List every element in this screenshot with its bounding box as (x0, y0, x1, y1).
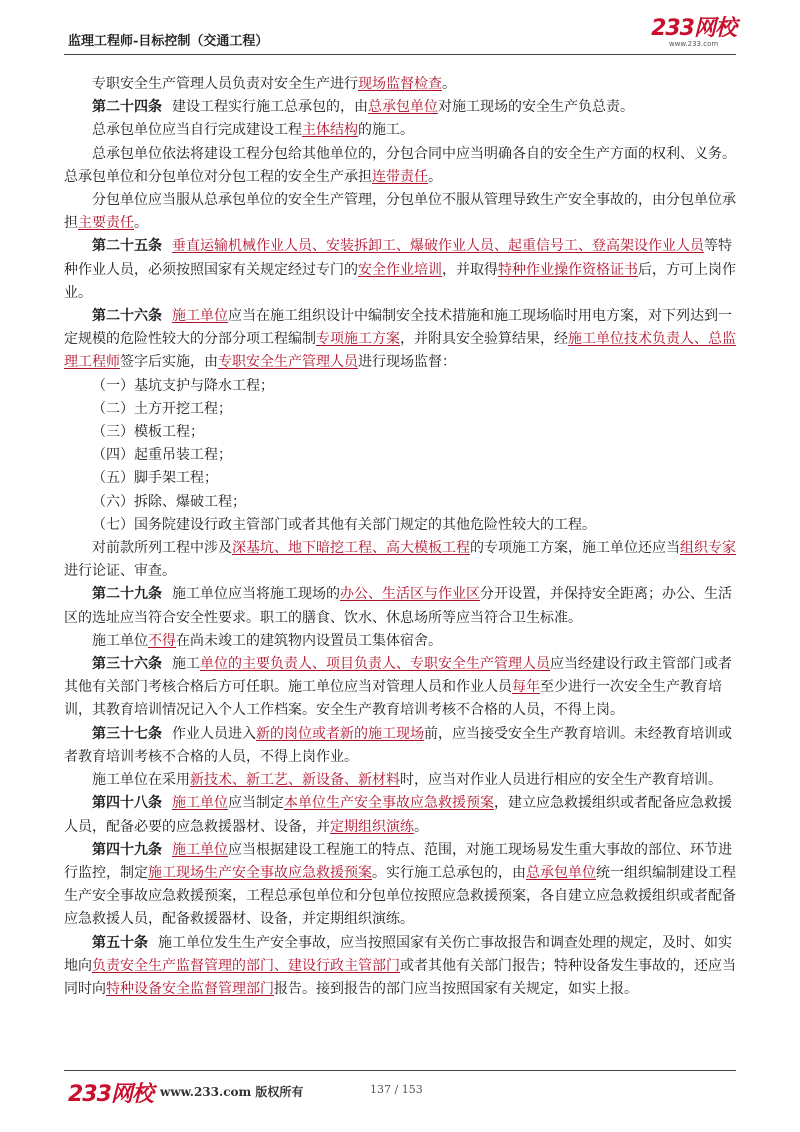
highlighted-term: 特种作业操作资格证书 (498, 261, 638, 278)
paragraph (64, 932, 736, 1002)
list-item (64, 467, 736, 490)
brand-logo-url: www.233.com (668, 40, 719, 48)
highlighted-term: 施工单位 (172, 795, 228, 812)
text-run: 应当在施工组织设计中编制安全技术措施和施工现场临时用电方案，对下列达到一定规模的危险性较大的分部分项工程编制 (64, 308, 732, 348)
paragraph (64, 96, 736, 119)
text-run: 。实行施工总承包的，由 (372, 864, 526, 881)
brand-logo (651, 18, 736, 49)
text-run: 施工单位在采用 (92, 772, 190, 789)
text-run: 的专项施工方案，施工单位还应当 (470, 540, 680, 557)
text-run: ，建立应急救援组织或者配备应急救援人员，配备必要的应急救援器材、设备，并 (64, 795, 732, 835)
text-run: 总承包单位应当自行完成建设工程 (92, 122, 302, 139)
text-run: （二）土方开挖工程； (92, 400, 232, 417)
text-run: 的施工。 (358, 122, 414, 139)
highlighted-term: 单位的主要负责人、项目负责人、专职安全生产管理人员 (200, 656, 550, 673)
text-run: 时，应当对作业人员进行相应的安全生产教育培训。 (400, 772, 722, 789)
article-number: 第二十九条 (92, 586, 162, 603)
text-run: 总承包单位依法将建设工程分包给其他单位的，分包合同中应当明确各自的安全生产方面的权利、义务。总承包单位和分包单位对分包工程的安全生产承担 (64, 145, 736, 185)
highlighted-term: 新技术、新工艺、新设备、新材料 (190, 772, 400, 789)
text-run: 对施工现场的安全生产负总责。 (438, 99, 634, 116)
article-number: 第二十四条 (92, 99, 162, 116)
article-number: 第三十七条 (92, 725, 162, 742)
paragraph (64, 769, 736, 792)
text-run: ，并取得 (442, 261, 498, 278)
article-number: 第二十六条 (92, 308, 162, 325)
list-item (64, 375, 736, 398)
highlighted-term: 现场监督检查 (358, 76, 442, 92)
list-item (64, 421, 736, 444)
highlighted-term: 主体结构 (302, 122, 358, 139)
highlighted-term: 施工现场生产安全事故应急救援预案 (148, 864, 372, 881)
paragraph (64, 630, 736, 653)
text-run: （六）拆除、爆破工程； (92, 493, 246, 510)
highlighted-term: 办公、生活区与作业区 (340, 586, 480, 603)
text-run: 施工单位发生生产安全事故，应当按照国家有关伤亡事故报告和调查处理的规定，及时、如实地向 (64, 934, 732, 974)
text-run: 等特种作业人员，必须按照国家有关规定经过专门的 (64, 238, 732, 278)
text-run: 至少进行一次安全生产教育培训，其教育培训情况记入个人工作档案。安全生产教育培训考核不合格的人员，不得上岗。 (64, 679, 722, 719)
document-title: 监理工程师-目标控制（交通工程） (68, 34, 269, 49)
text-run: 应当经建设行政主管部门或者其他有关部门考核合格后方可任职。施工单位应当对管理人员和作业人员 (64, 656, 732, 696)
text-run: 。 (414, 818, 428, 835)
highlighted-term: 垂直运输机械作业人员、安装拆卸工、爆破作业人员、起重信号工、登高架设作业人员 (172, 238, 704, 255)
paragraph (64, 792, 736, 838)
text-run: 在尚未竣工的建筑物内设置员工集体宿舍。 (176, 632, 442, 649)
paragraph (64, 143, 736, 189)
highlighted-term: 负责安全生产监督管理的部门、建设行政主管部门 (92, 957, 400, 974)
highlighted-term: 定期组织演练 (330, 818, 414, 835)
paragraph (64, 583, 736, 629)
highlighted-term: 总承包单位 (368, 99, 438, 116)
text-run: （一）基坑支护与降水工程； (92, 377, 274, 394)
highlighted-term: 施工单位 (172, 308, 228, 325)
paragraph (64, 305, 736, 375)
highlighted-term: 本单位生产安全事故应急救援预案 (284, 795, 494, 812)
text-run: 施工单位 (92, 632, 148, 649)
paragraph (64, 723, 736, 769)
text-run: ，并附具安全验算结果，经 (400, 331, 568, 348)
paragraph (64, 119, 736, 142)
highlighted-term: 安全作业培训 (358, 261, 442, 278)
text-run: 统一组织编制建设工程生产安全事故应急救援预案，工程总承包单位和分包单位按照应急救援预案，各自建立应急救援组织或者配备应急救援人员，配备救援器材、设备，并定期组织演练。 (64, 864, 736, 928)
highlighted-term: 组织专家 (680, 540, 736, 557)
highlighted-term: 总承包单位 (526, 864, 596, 881)
text-run: 应当根据建设工程施工的特点、范围，对施工现场易发生重大事故的部位、环节进行监控，制定 (64, 841, 732, 881)
text-run: 作业人员进入 (172, 725, 256, 742)
text-run: 签字后实施，由 (120, 354, 218, 371)
article-number: 第四十九条 (92, 841, 162, 858)
list-item (64, 514, 736, 537)
list-item (64, 444, 736, 467)
list-item (64, 491, 736, 514)
text-run: 分开设置，并保持安全距离；办公、生活区的选址应当符合安全性要求。职工的膳食、饮水、休息场所等应当符合卫生标准。 (64, 586, 732, 626)
text-run: 。 (134, 215, 148, 232)
highlighted-term: 施工单位 (172, 841, 228, 858)
text-run: 进行现场监督： (358, 354, 456, 371)
highlighted-term: 不得 (148, 632, 176, 649)
paragraph (64, 235, 736, 305)
text-run: 对前款所列工程中涉及 (92, 540, 232, 557)
document-body (64, 73, 736, 1001)
page-number: 137 / 153 (370, 1083, 423, 1096)
text-run: （四）起重吊装工程； (92, 447, 232, 464)
text-run: 分包单位应当服从总承包单位的安全生产管理，分包单位不服从管理导致生产安全事故的，由分包单位承担 (64, 192, 736, 232)
paragraph (64, 73, 736, 96)
text-run: 。 (442, 76, 456, 92)
highlighted-term: 主要责任 (78, 215, 134, 232)
text-run: 进行论证、审查。 (64, 563, 176, 580)
article-number: 第四十八条 (92, 795, 162, 812)
text-run: 或者其他有关部门报告；特种设备发生事故的，还应当同时向 (64, 957, 736, 997)
highlighted-term: 施工单位技术负责人、总监理工程师 (64, 331, 736, 371)
text-run: 后，方可上岗作业。 (64, 261, 736, 301)
page-footer (64, 1070, 736, 1107)
highlighted-term: 深基坑、地下暗挖工程、高大模板工程 (232, 540, 470, 557)
article-number: 第三十六条 (92, 656, 162, 673)
copyright-text: www.233.com 版权所有 (160, 1085, 304, 1099)
text-run: （五）脚手架工程； (92, 470, 218, 487)
highlighted-term: 连带责任 (372, 168, 428, 185)
highlighted-term: 新的岗位或者新的施工现场 (256, 725, 424, 742)
text-run: 建设工程实行施工总承包的，由 (172, 99, 368, 116)
brand-logo-text: 233网校 (651, 16, 736, 41)
text-run: 施工单位应当将施工现场的 (172, 586, 340, 603)
paragraph (64, 653, 736, 723)
text-run: 。 (428, 168, 442, 185)
list-item (64, 398, 736, 421)
text-run: （三）模板工程； (92, 424, 204, 441)
highlighted-term: 特种设备安全监督管理部门 (106, 980, 274, 997)
text-run: 前，应当接受安全生产教育培训。未经教育培训或者教育培训考核不合格的人员，不得上岗作业。 (64, 725, 732, 765)
text-run: 施工 (172, 656, 200, 673)
page-header (64, 18, 736, 55)
article-number: 第二十五条 (92, 238, 162, 255)
text-run: 应当制定 (228, 795, 284, 812)
highlighted-term: 专项施工方案 (316, 331, 400, 348)
highlighted-term: 每年 (512, 679, 540, 696)
text-run: （七）国务院建设行政主管部门或者其他有关部门规定的其他危险性较大的工程。 (92, 516, 596, 533)
text-run: 报告。接到报告的部门应当按照国家有关规定，如实上报。 (274, 980, 638, 997)
paragraph (64, 839, 736, 932)
article-number: 第五十条 (92, 934, 148, 951)
highlighted-term: 专职安全生产管理人员 (218, 354, 358, 371)
paragraph (64, 189, 736, 235)
paragraph (64, 537, 736, 583)
footer-logo: 233网校 (68, 1082, 153, 1107)
text-run: 专职安全生产管理人员负责对安全生产进行 (92, 76, 358, 92)
